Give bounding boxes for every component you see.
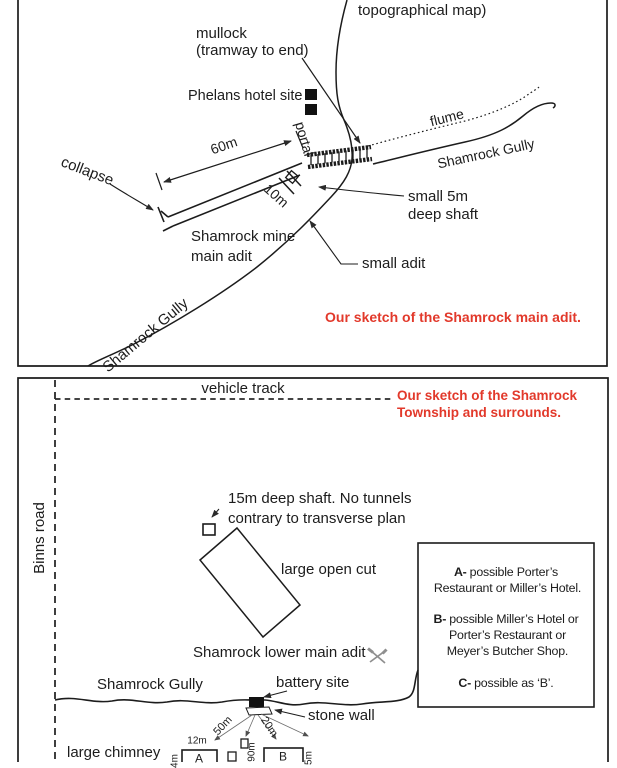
small-adit-label: small adit — [362, 255, 426, 272]
legend-row — [420, 660, 592, 676]
phelans-hotel-markers — [305, 89, 317, 115]
mullock-label-line2: (tramway to end) — [196, 42, 309, 59]
bottom-panel-caption-line2: Township and surrounds. — [397, 405, 561, 420]
dimension-4m-label: 4m — [169, 754, 181, 768]
lower-adit-label: Shamrock lower main adit — [193, 644, 366, 661]
battery-site-label: battery site — [276, 674, 350, 691]
phelans-hotel-label: Phelans hotel site — [188, 88, 303, 104]
collapse-leader-line — [110, 184, 153, 210]
vehicle-track-label: vehicle track — [201, 379, 285, 397]
legend-row: C- possible as ‘B’. — [458, 675, 554, 690]
collapse-label: collapse — [58, 153, 117, 190]
mine-label-line2: main adit — [191, 248, 252, 265]
binns-road-label: Binns road — [30, 502, 48, 574]
legend-row: Meyer’s Butcher Shop. — [446, 643, 569, 658]
dimension-90m-label: 90m — [246, 742, 258, 762]
gully-lower-label: Shamrock Gully — [99, 294, 192, 376]
dimension-12m-label: 12m — [187, 735, 207, 747]
tramway-structure — [307, 147, 372, 167]
legend-row: B- possible Miller’s Hotel or — [433, 612, 579, 627]
open-cut-label: large open cut — [281, 561, 377, 578]
open-cut-outline — [200, 528, 300, 637]
topographical-map-label: topographical map) — [358, 2, 487, 19]
dimension-20m-label: 20m — [258, 714, 280, 740]
small-shaft-label-line1: small 5m — [408, 188, 469, 205]
bottom-panel-caption-line1: Our sketch of the Shamrock — [397, 388, 578, 403]
shaft-pointer-arrow — [212, 509, 219, 517]
deep-shaft-label-line1: 15m deep shaft. No tunnels — [228, 490, 412, 507]
dimension-5m-label: 5m — [303, 751, 315, 765]
flume-label: flume — [428, 105, 466, 130]
top-panel-caption: Our sketch of the Shamrock main adit. — [325, 309, 581, 325]
deep-shaft-square — [203, 524, 215, 535]
battery-pointer-arrow — [264, 691, 287, 697]
mine-label-line1: Shamrock mine — [191, 228, 296, 245]
legend-row — [420, 597, 592, 613]
gully-label: Shamrock Gully — [97, 676, 203, 693]
mullock-label-line1: mullock — [196, 25, 247, 42]
portal-label: portal — [292, 119, 318, 158]
battery-site-marker — [249, 697, 264, 707]
stone-wall-pointer-arrow — [275, 710, 305, 717]
small-shaft-leader-line — [319, 187, 404, 196]
small-adit-leader-line — [310, 221, 358, 264]
building-b-label: B — [278, 749, 288, 764]
legend-row: Porter’s Restaurant or — [448, 628, 567, 643]
gully-upper-label: Shamrock Gully — [435, 135, 536, 172]
dimension-60m-label: 60m — [208, 133, 240, 158]
mine-crossed-tools-symbol — [368, 649, 387, 664]
legend-row: Restaurant or Miller’s Hotel. — [433, 580, 582, 595]
small-shaft-label-line2: deep shaft — [408, 206, 479, 223]
dimension-50m-label: 50m — [211, 714, 235, 738]
stone-wall-label: stone wall — [308, 707, 375, 724]
stone-wall-marker — [246, 707, 272, 715]
deep-shaft-label-line2: contrary to transverse plan — [228, 510, 406, 527]
dimension-10m-label: 10m — [260, 180, 292, 211]
legend-text — [420, 565, 592, 691]
building-a-label: A — [194, 751, 204, 766]
chimney-label: large chimney — [67, 744, 161, 761]
legend-row: A- possible Porter’s — [453, 565, 559, 579]
